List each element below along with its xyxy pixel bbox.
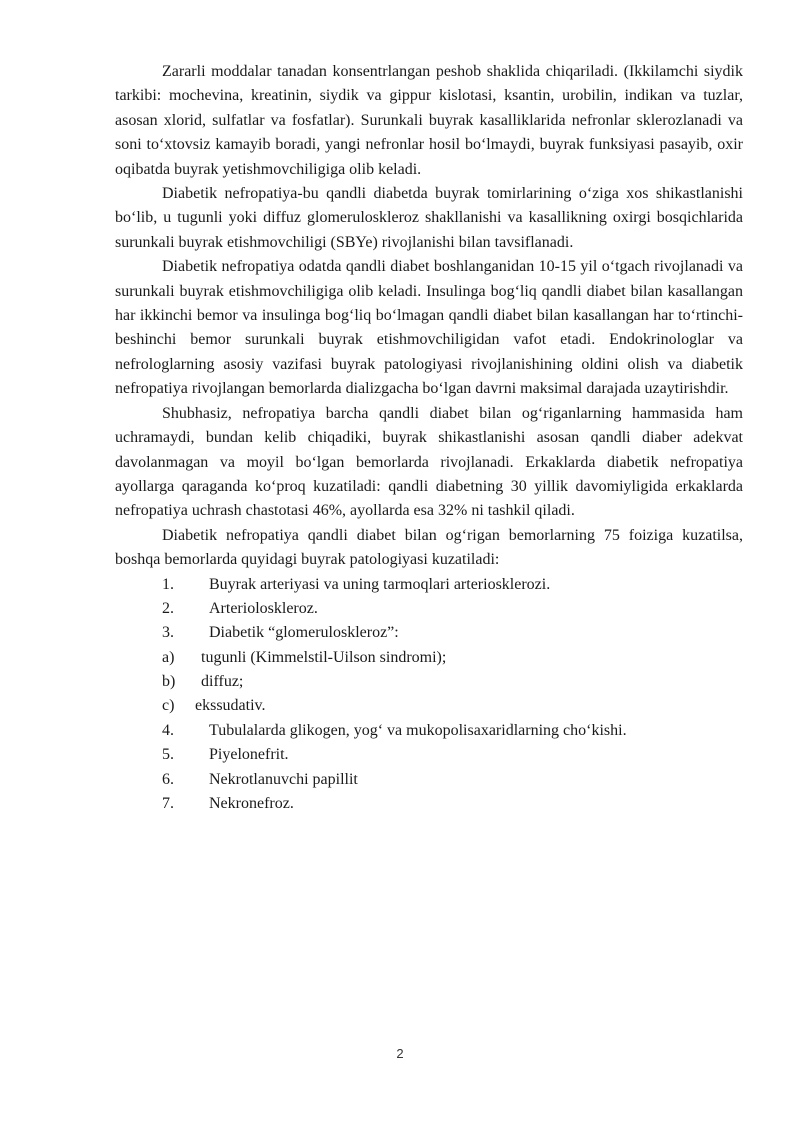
list-item — [115, 597, 743, 621]
list-marker: 5. — [162, 746, 174, 764]
paragraph-1: Zararli moddalar tanadan konsentrlangan peshob shaklida chiqariladi. (Ikkilamchi siydik tarkibi: mochevina, kreatinin, siydik va gippur kislotasi, ksantin, urobilin, indikan va tuzlar, asosan xlorid, sulfatlar va fosfatlar). Surunkali buyrak kasalliklarida nefronlar sklerozlanadi va soni to‘xtovsiz kamayib boradi, yangi nefronlar hosil bo‘lmaydi, buyrak funksiyasi pasayib, oxir oqibatda buyrak yetishmovchiligiga olib keladi. — [115, 63, 743, 178]
list-marker: 6. — [162, 770, 174, 788]
sub-list-item — [115, 646, 743, 670]
list-item — [115, 621, 743, 645]
list-marker: a) — [162, 648, 175, 666]
list-item-text: ekssudativ. — [195, 697, 266, 715]
list-item — [115, 792, 743, 816]
list-item — [115, 719, 743, 743]
list-item-text: Piyelonefrit. — [209, 746, 289, 764]
list-item-text: diffuz; — [201, 673, 244, 691]
sub-list-item — [115, 694, 743, 718]
list-marker: 7. — [162, 795, 174, 813]
sub-list-item — [115, 670, 743, 694]
list-item-text: Arterioloskleroz. — [209, 599, 318, 617]
list-item-text: Tubulalarda glikogen, yog‘ va mukopolisaxaridlarning cho‘kishi. — [209, 721, 627, 739]
list-item — [115, 573, 743, 597]
list-marker: 3. — [162, 624, 174, 642]
list-item — [115, 743, 743, 767]
list-item — [115, 768, 743, 792]
list-item-text: Nekrotlanuvchi papillit — [209, 770, 358, 788]
list-marker: 2. — [162, 599, 174, 617]
list-marker: 1. — [162, 575, 174, 593]
pathology-list — [115, 573, 743, 817]
page-number: 2 — [396, 1046, 404, 1061]
list-marker: 4. — [162, 721, 174, 739]
paragraph-2: Diabetik nefropatiya-bu qandli diabetda buyrak tomirlarining o‘ziga xos shikastlanishi bo‘lib, u tugunli yoki diffuz glomeruloskleroz shakllanishi va kasallikning oxirgi bosqichlarida surunkali buyrak etishmovchiligi (SBYe) rivojlanishi bilan tavsiflanadi. — [115, 185, 743, 251]
paragraph-5: Diabetik nefropatiya qandli diabet bilan og‘rigan bemorlarning 75 foiziga kuzatilsa, boshqa bemorlarda quyidagi buyrak patologiyasi kuzatiladi: — [115, 526, 743, 569]
paragraph-3: Diabetik nefropatiya odatda qandli diabet boshlanganidan 10-15 yil o‘tgach rivojlanadi va surunkali buyrak etishmovchiligiga olib keladi. Insulinga bog‘liq qandli diabet bilan kasallangan har ikkinchi bemor va insulinga bog‘liq bo‘lmagan qandli diabet bilan kasallangan har to‘rtinchi-beshinchi bemor surunkali buyrak etishmovchiligidan vafot etadi. Endokrinologlar va nefrologlarning asosiy vazifasi buyrak patologiyasi rivojlanishining oldini olish va diabetik nefropatiya rivojlangan bemorlarda dializgacha bo‘lgan davrni maksimal darajada uzaytirishdir. — [115, 258, 743, 398]
document-page — [115, 60, 743, 816]
list-marker: c) — [162, 697, 175, 715]
paragraph-4: Shubhasiz, nefropatiya barcha qandli diabet bilan og‘riganlarning hammasida ham uchramaydi, bundan kelib chiqadiki, buyrak shikastlanishi asosan qandli diaber adekvat davolanmagan va moyil bo‘lgan bemorlarda rivojlanadi. Erkaklarda diabetik nefropatiya ayollarga qaraganda ko‘proq kuzatiladi: qandli diabetning 30 yillik davomiyligida erkaklarda nefropatiya uchrash chastotasi 46%, ayollarda esa 32% ni tashkil qiladi. — [115, 404, 743, 520]
list-item-text: Diabetik “glomeruloskleroz”: — [209, 624, 399, 642]
list-item-text: Nekronefroz. — [209, 795, 294, 813]
list-marker: b) — [162, 673, 176, 691]
list-item-text: Buyrak arteriyasi va uning tarmoqlari arteriosklerozi. — [209, 575, 551, 593]
list-item-text: tugunli (Kimmelstil-Uilson sindromi); — [201, 648, 447, 666]
